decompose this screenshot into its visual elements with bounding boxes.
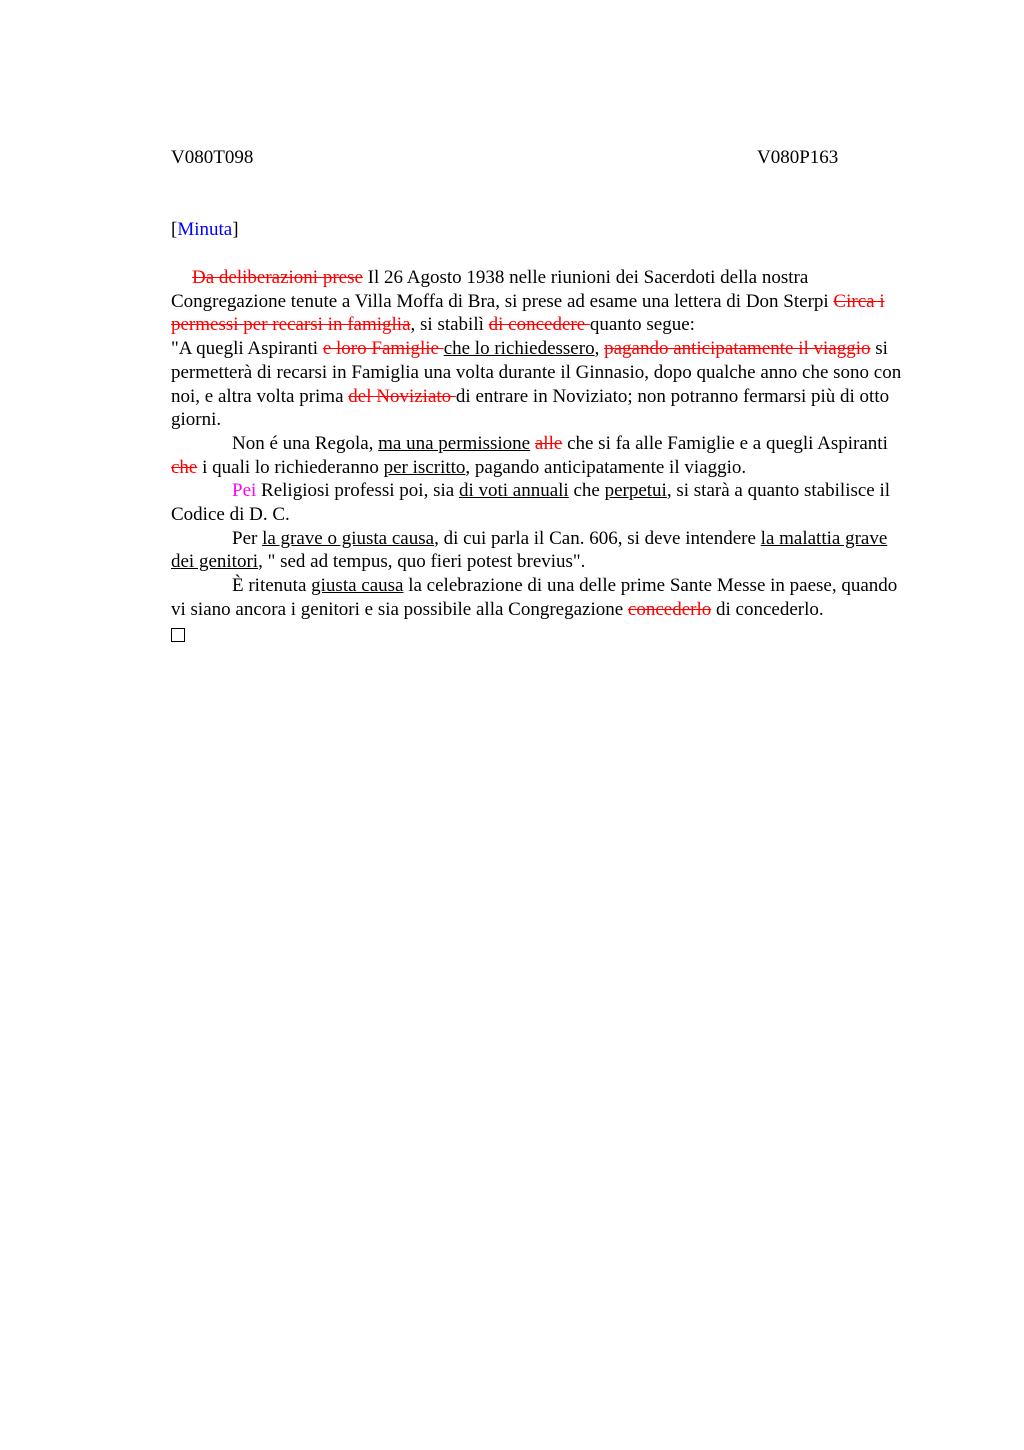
underlined-text: la malattia grave dei genitori <box>171 527 888 573</box>
tag-close-bracket: ] <box>232 219 239 240</box>
body-text: , si starà a quanto stabilisce il Codice di D. C. <box>171 480 891 526</box>
body-text: Per <box>232 527 263 549</box>
body-text: Religiosi professi poi, sia <box>256 480 459 502</box>
empty-square-icon <box>171 628 185 642</box>
body-text: "A quegli Aspiranti <box>171 338 323 360</box>
body-text: i quali lo richiederanno <box>197 456 384 478</box>
deleted-text: Da deliberazioni prese <box>192 267 363 288</box>
paragraph-5 <box>171 527 906 574</box>
body-text: Non é una Regola, <box>232 432 379 454</box>
underlined-text: giusta causa <box>311 575 404 597</box>
body-text: si permetterà di recarsi in Famiglia una volta durante il Ginnasio, dopo qualche anno che sono con noi, e altra volta prima <box>171 338 902 407</box>
header-left-code: V080T098 <box>171 147 254 168</box>
body-text: , si stabilì <box>410 314 489 336</box>
body-text: , <box>594 338 605 360</box>
inserted-text: Pei <box>232 480 257 502</box>
paragraph-4 <box>171 479 906 526</box>
underlined-text: per iscritto <box>383 456 466 478</box>
paragraph-3 <box>171 432 906 479</box>
header-right-code: V080P163 <box>757 147 839 168</box>
underlined-text: che lo richiedessero <box>443 338 595 360</box>
body-text: È ritenuta <box>232 575 312 597</box>
body-text: che si fa alle Famiglie e a quegli Aspiranti <box>562 432 888 454</box>
underlined-text: perpetui <box>604 480 667 502</box>
body-text: che <box>568 480 605 502</box>
body-text: Il 26 Agosto 1938 nelle riunioni dei Sacerdoti della nostra Congregazione tenute a Villa Moffa di Bra, si prese ad esame una lettera di Don Sterpi <box>171 267 834 312</box>
body-text: di entrare in Noviziato; non potranno fermarsi più di otto giorni. <box>171 385 890 431</box>
body-text: di concederlo. <box>711 598 824 620</box>
body-text: quanto segue: <box>589 314 695 336</box>
deleted-text: del Noviziato <box>348 385 456 407</box>
body-text: , " sed ad tempus, quo fieri potest brevius". <box>258 551 586 573</box>
end-mark <box>171 622 906 649</box>
minuta-tag <box>171 218 239 242</box>
deleted-text: che <box>171 456 198 478</box>
underlined-text: ma una permissione <box>378 432 531 454</box>
deleted-text: Circa i permessi per recarsi in famiglia <box>171 290 885 336</box>
body-text: , di cui parla il Can. 606, si deve intendere <box>434 527 761 549</box>
underlined-text: la grave o giusta causa <box>262 527 435 549</box>
body-text: la celebrazione di una delle prime Sante Messe in paese, quando vi siano ancora i genitori e sia possibile alla Congregazione <box>171 575 898 620</box>
paragraph-1 <box>171 266 906 337</box>
underlined-text: di voti annuali <box>458 480 569 502</box>
tag-label: Minuta <box>177 219 233 240</box>
deleted-text: di concedere <box>488 314 590 336</box>
deleted-text: alle <box>534 432 563 454</box>
deleted-text: concederlo <box>627 598 712 620</box>
tag-open-bracket: [ <box>171 219 178 240</box>
paragraph-2 <box>171 337 906 432</box>
body-text: , pagando anticipatamente il viaggio. <box>465 456 747 478</box>
paragraph-6 <box>171 574 906 621</box>
deleted-text: pagando anticipatamente il viaggio <box>604 338 871 360</box>
deleted-text: e loro Famiglie <box>322 338 444 360</box>
document-body <box>171 266 906 648</box>
